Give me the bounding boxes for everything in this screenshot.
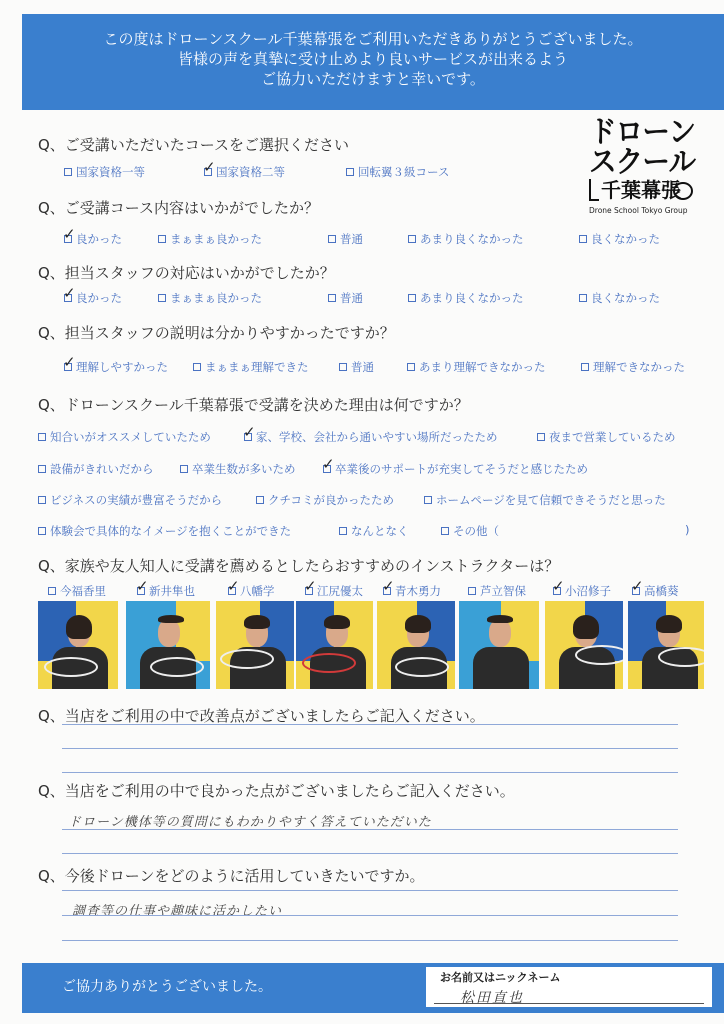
q2-option-3[interactable]: 普通 [328,231,363,247]
checkbox-icon[interactable] [537,433,545,441]
answer-line [62,890,678,891]
name-value[interactable]: 松田直也 [460,990,524,1006]
logo-line-1: ドローン [589,115,696,150]
q9-handwritten-answer[interactable]: 調査等の仕事や趣味に活かしたい [72,904,283,919]
checkbox-icon[interactable] [180,465,188,473]
checkmark-icon: ✓ [322,455,335,473]
checkbox-icon[interactable] [408,294,416,302]
question-8: Q、当店をご利用の中で良かった点がございましたらご記入ください。 [38,782,515,800]
q5-option-4[interactable]: 設備がきれいだから [38,461,154,477]
checkmark-icon: ✓ [382,577,395,595]
q5-option-11[interactable]: なんとなく [339,523,409,539]
instructor-option-6[interactable]: 芦立智保 [468,583,526,599]
checkmark-icon: ✓ [552,577,565,595]
checkmark-icon: ✓ [63,353,76,371]
q3-option-1[interactable]: 良かった [64,290,122,306]
checkbox-icon[interactable] [339,527,347,535]
checkbox-icon[interactable] [328,235,336,243]
q5-option-12[interactable]: その他（ [441,523,499,539]
q3-option-5[interactable]: 良くなかった [579,290,660,306]
instructor-photo [628,601,704,689]
q3-option-2[interactable]: まぁまぁ良かった [158,290,262,306]
question-4: Q、担当スタッフの説明は分かりやすかったですか？ [38,324,395,342]
answer-line [62,915,678,916]
header-banner [22,14,724,110]
checkmark-icon: ✓ [304,577,317,595]
name-field[interactable] [426,967,712,1007]
footer-banner [22,963,724,1013]
instructor-photo [38,601,118,689]
header-line-1: この度はドローンスクール千葉幕張をご利用いただきありがとうございました。 [103,30,643,48]
q5-option-8[interactable]: クチコミが良かったため [256,492,394,508]
checkmark-icon: ✓ [136,577,149,595]
question-7: Q、当店をご利用の中で改善点がございましたらご記入ください。 [38,707,485,725]
checkbox-icon[interactable] [38,433,46,441]
instructor-photo [126,601,210,689]
q2-option-1[interactable]: 良かった [64,231,122,247]
question-5: Q、ドローンスクール千葉幕張で受講を決めた理由は何ですか？ [38,396,469,414]
footer-thanks: ご協力ありがとうございました。 [62,979,272,995]
checkbox-icon[interactable] [339,363,347,371]
checkmark-icon: ✓ [631,577,644,595]
name-underline [434,1003,704,1004]
drone-icon [673,182,693,200]
q2-option-5[interactable]: 良くなかった [579,231,660,247]
q5-option-7[interactable]: ビジネスの実績が豊富そうだから [38,492,222,508]
q2-option-2[interactable]: まぁまぁ良かった [158,231,262,247]
checkbox-icon[interactable] [64,168,72,176]
question-6: Q、家族や友人知人に受講を薦めるとしたらおすすめのインストラクターは？ [38,557,560,575]
q1-option-2[interactable]: 国家資格二等 [204,164,285,180]
answer-line [62,772,678,773]
checkbox-icon[interactable] [579,235,587,243]
header-line-3: ご協力いただけますと幸いです。 [261,70,485,88]
logo-tagline: Drone School Tokyo Group [589,206,688,215]
checkbox-icon[interactable] [256,496,264,504]
checkbox-icon[interactable] [424,496,432,504]
checkbox-icon[interactable] [468,587,476,595]
question-3: Q、担当スタッフの対応はいかがでしたか？ [38,264,335,282]
q3-option-3[interactable]: 普通 [328,290,363,306]
checkbox-icon[interactable] [441,527,449,535]
answer-line [62,724,678,725]
checkbox-icon[interactable] [579,294,587,302]
q5-option-10[interactable]: 体験会で具体的なイメージを抱くことができた [38,523,291,539]
school-logo [589,115,701,222]
instructor-photo [216,601,294,689]
instructor-photo [377,601,455,689]
q4-option-5[interactable]: 理解できなかった [581,359,685,375]
q4-option-4[interactable]: あまり理解できなかった [407,359,546,375]
checkbox-icon[interactable] [158,294,166,302]
q5-option-1[interactable]: 知合いがオススメしていたため [38,429,211,445]
q4-option-1[interactable]: 理解しやすかった [64,359,168,375]
q4-option-3[interactable]: 普通 [339,359,374,375]
checkmark-icon: ✓ [243,423,256,441]
q5-option-5[interactable]: 卒業生数が多いため [180,461,296,477]
checkmark-icon: ✓ [203,158,216,176]
checkbox-icon[interactable] [581,363,589,371]
instructor-option-8[interactable]: 高橋葵 [632,583,679,599]
question-9: Q、今後ドローンをどのように活用していきたいですか。 [38,867,425,885]
checkbox-icon[interactable] [38,496,46,504]
checkmark-icon: ✓ [227,577,240,595]
q1-option-3[interactable]: 回転翼３級コース [346,164,449,180]
checkbox-icon[interactable] [193,363,201,371]
instructor-photo [459,601,539,689]
q5-option-6[interactable]: 卒業後のサポートが充実してそうだと感じたため [323,461,588,477]
checkbox-icon[interactable] [328,294,336,302]
instructor-option-1[interactable]: 今福香里 [48,583,106,599]
checkbox-icon[interactable] [408,235,416,243]
instructor-option-3[interactable]: 八幡学 [228,583,275,599]
q2-option-4[interactable]: あまり良くなかった [408,231,524,247]
checkbox-icon[interactable] [38,465,46,473]
instructor-photo [296,601,373,689]
q5-other-close: ) [685,523,690,537]
instructor-option-5[interactable]: 青木勇力 [383,583,441,599]
q3-option-4[interactable]: あまり良くなかった [408,290,524,306]
checkbox-icon[interactable] [346,168,354,176]
q5-option-9[interactable]: ホームページを見て信頼できそうだと思った [424,492,666,508]
question-2: Q、ご受講コース内容はいかがでしたか？ [38,199,320,217]
answer-line [62,940,678,941]
checkmark-icon: ✓ [63,284,76,302]
answer-line [62,853,678,854]
q8-handwritten-answer[interactable]: ドローン機体等の質問にもわかりやすく答えていただいた [68,815,432,830]
logo-line-3: 千葉幕張 [601,178,681,202]
q1-option-1[interactable]: 国家資格一等 [64,164,145,180]
answer-line [62,829,678,830]
checkmark-icon: ✓ [63,225,76,243]
instructor-option-7[interactable]: 小沼修子 [553,583,611,599]
q5-option-3[interactable]: 夜まで営業しているため [537,429,676,445]
answer-line [62,748,678,749]
checkbox-icon[interactable] [48,587,56,595]
instructor-option-2[interactable]: 新井隼也 [137,583,195,599]
checkbox-icon[interactable] [158,235,166,243]
logo-bracket-icon [589,179,599,201]
q4-option-2[interactable]: まぁまぁ理解できた [193,359,309,375]
question-1: Q、ご受講いただいたコースをご選択ください [38,136,350,154]
name-label: お名前又はニックネーム [440,971,561,984]
header-line-2: 皆様の声を真摯に受け止めより良いサービスが出来るよう [177,50,568,68]
q5-option-2[interactable]: 家、学校、会社から通いやすい場所だったため [244,429,498,445]
instructor-option-4[interactable]: 江尻優太 [305,583,363,599]
checkbox-icon[interactable] [407,363,415,371]
checkbox-icon[interactable] [38,527,46,535]
logo-line-2: スクール [589,145,696,180]
instructor-photo [545,601,623,689]
